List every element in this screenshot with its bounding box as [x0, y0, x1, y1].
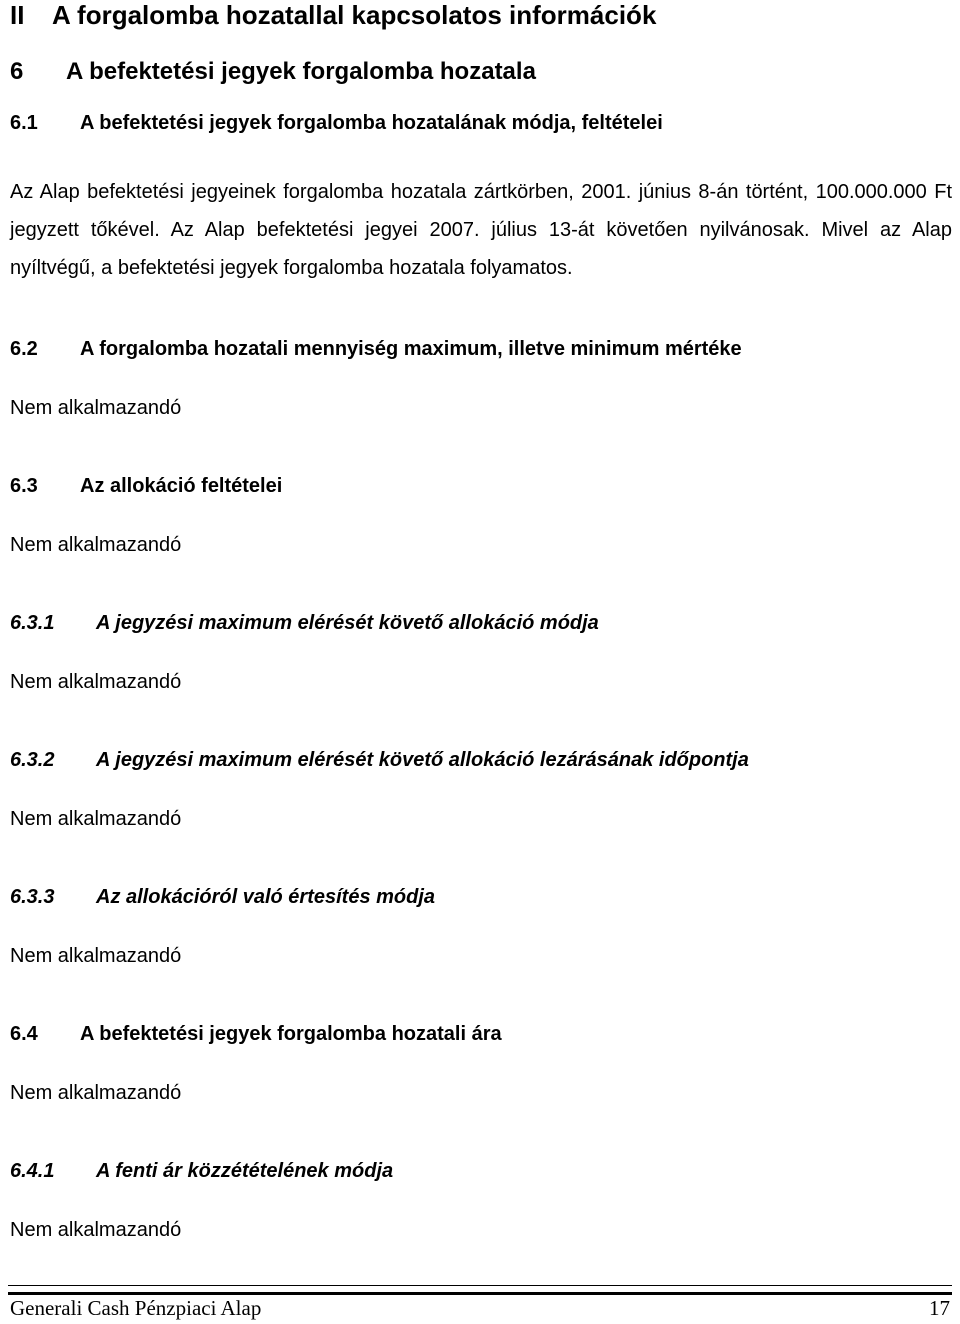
section-heading-6-2 [10, 339, 742, 359]
section-title: Az allokációról való értesítés módja [96, 886, 436, 908]
section-number: 6.3.1 [10, 612, 55, 634]
section-number: 6.4.1 [10, 1160, 55, 1182]
section-heading-6 [10, 60, 536, 84]
section-number: 6.4 [10, 1023, 38, 1045]
section-6-1-body: Az Alap befektetési jegyeinek forgalomba hozatala zártkörben, 2001. június 8-án történt, 100.000.000 Ft jegyzett tőkével. Az Alap befektetési jegyei 2007. július 13-át követően nyilvánosak. Mivel az Alap nyíltvégű, a befektetési jegyek forgalomba hozatala folyamatos. [10, 181, 952, 279]
chapter-number: II [10, 0, 25, 30]
section-heading-6-4-1 [10, 1161, 393, 1181]
section-title: Az allokáció feltételei [80, 475, 283, 497]
section-heading-6-1 [10, 113, 663, 133]
section-heading-6-3-3 [10, 887, 435, 907]
section-number: 6 [10, 58, 24, 85]
section-heading-6-3-1 [10, 613, 599, 633]
section-title: A jegyzési maximum elérését követő allokáció módja [96, 612, 599, 634]
section-number: 6.1 [10, 112, 38, 134]
footer-divider-thick [8, 1292, 952, 1295]
section-title: A befektetési jegyek forgalomba hozatala [66, 58, 536, 85]
section-6-4-1-body: Nem alkalmazandó [10, 1219, 182, 1241]
section-heading-6-3-2 [10, 750, 749, 770]
section-heading-6-3 [10, 476, 282, 496]
section-heading-6-4 [10, 1024, 502, 1044]
section-title: A befektetési jegyek forgalomba hozatali ára [80, 1023, 502, 1045]
section-6-4-body: Nem alkalmazandó [10, 1082, 182, 1104]
page-number: 17 [929, 1296, 950, 1320]
section-6-3-3-body: Nem alkalmazandó [10, 945, 182, 967]
section-title: A jegyzési maximum elérését követő allokáció lezárásának időpontja [96, 749, 749, 771]
footer-fund-name: Generali Cash Pénzpiaci Alap [10, 1296, 262, 1320]
chapter-heading [10, 2, 656, 28]
chapter-title: A forgalomba hozatallal kapcsolatos információk [52, 0, 657, 30]
footer-divider-thin [8, 1285, 952, 1286]
section-number: 6.3.2 [10, 749, 55, 771]
section-number: 6.3 [10, 475, 38, 497]
section-title: A forgalomba hozatali mennyiség maximum, illetve minimum mértéke [80, 338, 742, 360]
section-number: 6.2 [10, 338, 38, 360]
section-6-3-body: Nem alkalmazandó [10, 534, 182, 556]
section-title: A befektetési jegyek forgalomba hozatalának módja, feltételei [80, 112, 663, 134]
section-6-3-1-body: Nem alkalmazandó [10, 671, 182, 693]
section-6-2-body: Nem alkalmazandó [10, 397, 182, 419]
section-title: A fenti ár közzétételének módja [96, 1160, 394, 1182]
section-number: 6.3.3 [10, 886, 55, 908]
section-6-3-2-body: Nem alkalmazandó [10, 808, 182, 830]
